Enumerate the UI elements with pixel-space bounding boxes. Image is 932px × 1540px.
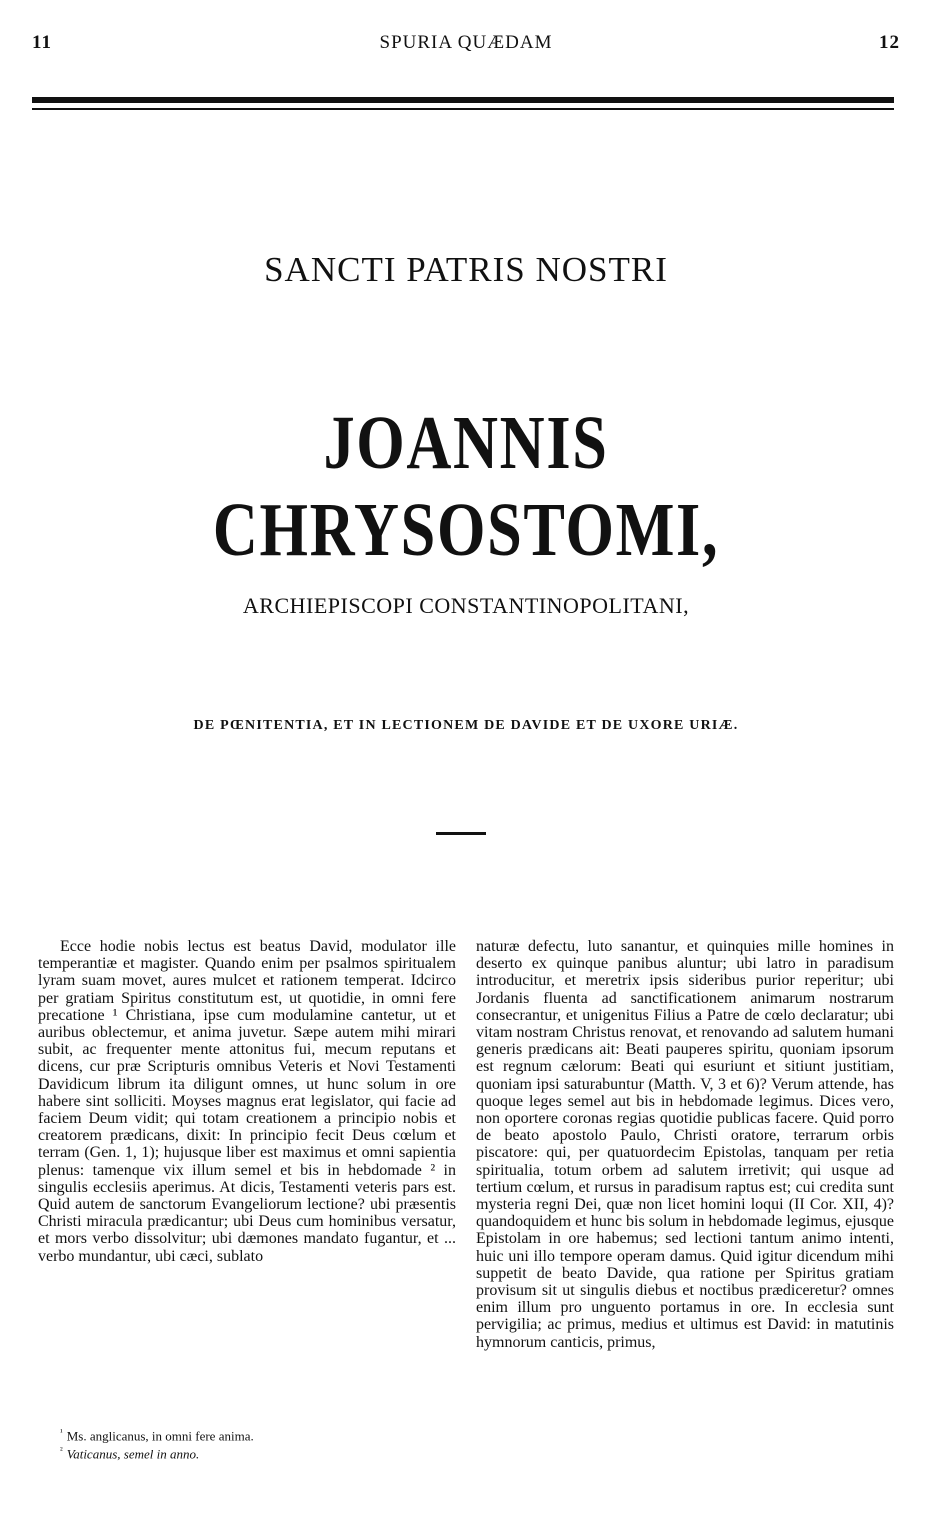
title-line-2: JOANNIS CHRYSOSTOMI, (212, 401, 720, 572)
title-divider (436, 832, 486, 835)
running-head (32, 32, 900, 62)
footnote-2-mark: ² (60, 1445, 63, 1456)
footnote-2 (60, 1443, 440, 1461)
title-line-3: ARCHIEPISCOPI CONSTANTINOPOLITANI, (242, 593, 690, 618)
body-text-left: Ecce hodie nobis lectus est beatus David, modulator ille temperantiæ et magister. Quando enim per psalmos spiritualem lyram suam movet, aures mulcet et rationem temperat. Idcirco per gratiam Spiritus constitutum est, ut quotidie, in omni fere precatione ¹ Christiana, ipse cum modulamine cantetur, ut et auribus oblectemur, et anima juvetur. Sæpe autem mihi mirari subit, ac frequenter mente attonitus fui, mecum reputans et dicens, cur præ Scripturis omnibus Veteris et Novi Testamenti Davidicum librum ita diligunt omnes, ut hunc solum in ore habere sint solliciti. Moyses magnus erat legislator, qui facie ad faciem Deum vidit; qui totam creationem a principio nobis et creatorem prædicans, dixit: In principio fecit Deus cœlum et terram (Gen. 1, 1); hujusque liber est maximus et omni sapientia plenus: tamenque vix illum semel et bis in hebdomade ² in singulis ecclesiis aperimus. At dicis, Testamenti veteris pars est. Quid autem de sanctorum Evangeliorum lectione? ubi præsentis Christi miracula prædicantur; ubi Deus cum hominibus versatur, et mors verbo dissolvitur; ubi dæmones mandato fugantur, et ... verbo mundantur, ubi cæci, sublato (38, 938, 456, 1265)
title-line-1: SANCTI PATRIS NOSTRI (264, 250, 668, 289)
header-rule-thick (32, 97, 894, 103)
title-line-4: DE PŒNITENTIA, ET IN LECTIONEM DE DAVIDE ET DE UXORE URIÆ. (193, 718, 739, 733)
header-rule-thin (32, 108, 894, 110)
page-number-right: 12 (879, 32, 900, 53)
footnote-2-text: Vaticanus, semel in anno. (66, 1446, 200, 1462)
body-text-right: naturæ defectu, luto sanantur, et quinquies mille homines in deserto ex quinque panibus aluntur; ubi latro in paradisum introducitur, et meretrix ipsis sideribus purior reperitur; ubi Jordanis fluenta ad sanctificationem animarum nostrarum consecrantur, et unigenitus Filius a Patre de cœlo declaratur; ubi vitam nostram Christus renovat, et renovando ad salutem humani generis prædicans ait: Beati pauperes spiritu, quoniam ipsorum est regnum cælorum: Beati qui esuriunt et sitiunt justitiam, quoniam ipsi saturabuntur (Matth. V, 3 et 6)? Verum attende, has quoque leges semel aut bis in hebdomade legimus. Dices vero, non oportere coronas regias quotidie publicas facere. Quid porro de beato apostolo Paulo, Christi oratore, terrarum orbis piscatore: qui, per quatuordecim Epistolas, tanquam per retia spiritualia, totum orbem ad salutem irretivit; qui usque ad tertium cœlum, et rursus in paradisum raptus est; cui credita sunt mysteria regni Dei, quæ non licet homini loqui (II Cor. XII, 4)? quandoquidem et hunc bis solum in hebdomade legimus, ejusque Epistolam in ore habemus; sed lectioni tantum animo intenti, huic uni illo tempore operam damus. Quid igitur dicendum mihi suppetit de beato Davide, qua ratione per Spiritus gratiam provisum sit ut singulis diebus et noctibus prædiceretur? omnes enim illum pro unguento portamus in ore. In ecclesia sunt pervigilia; ac primus, medius et ultimus est David: in matutinis hymnorum canticis, primus, (476, 938, 894, 1351)
body-column-right (476, 938, 894, 1478)
body-column-left (38, 938, 456, 1380)
running-title: SPURIA QUÆDAM (379, 32, 553, 53)
page-number-left: 11 (32, 32, 52, 53)
footnote-1 (60, 1425, 440, 1443)
footnotes (60, 1425, 440, 1462)
footnote-1-mark: ¹ (60, 1427, 63, 1437)
footnote-1-text: Ms. anglicanus, in omni fere anima. (66, 1428, 254, 1444)
